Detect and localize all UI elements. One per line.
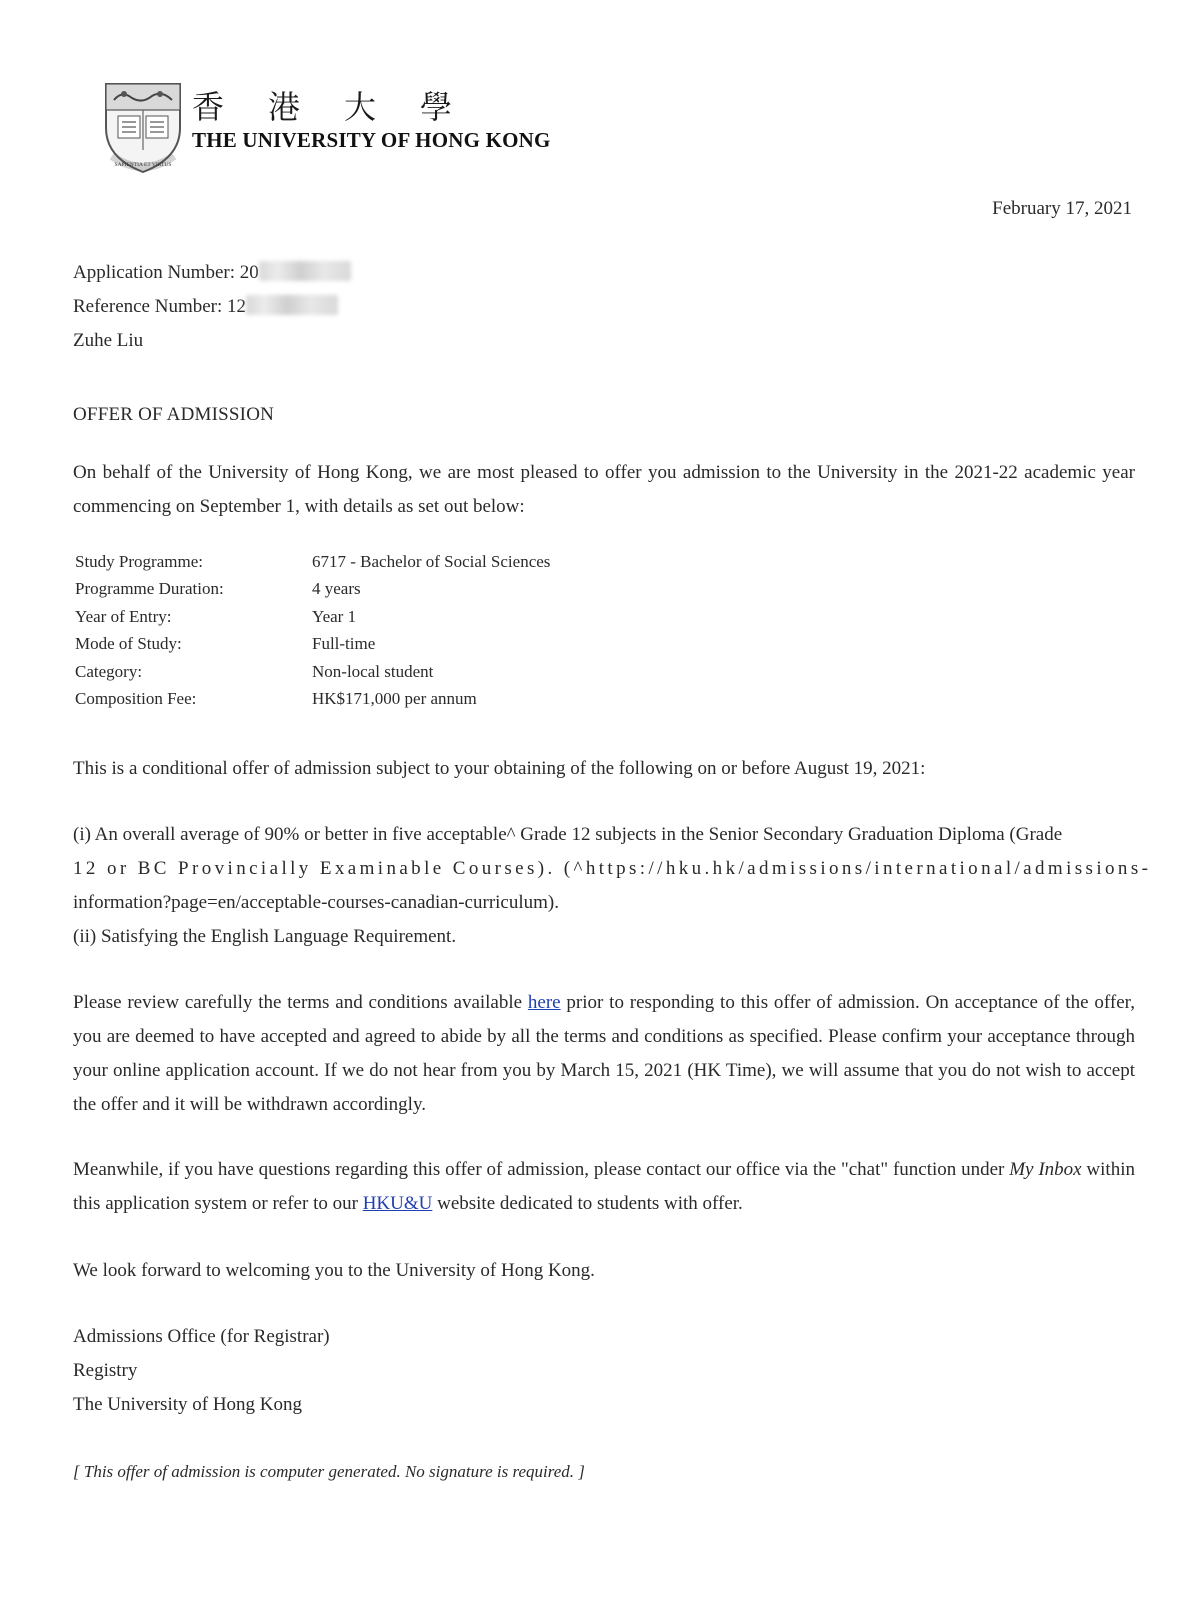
questions-paragraph: Meanwhile, if you have questions regarding this offer of admission, please contact our office via the "chat" function under My Inbox within this application system or refer to our HKU&U website dedicated to students with offer. bbox=[73, 1159, 1135, 1214]
letter-date: February 17, 2021 bbox=[992, 198, 1132, 219]
condition-1-line1: (i) An overall average of 90% or better in five acceptable^ Grade 12 subjects in the Senior Secondary Graduation Diploma (Grade bbox=[73, 824, 1063, 845]
signature-block bbox=[73, 1320, 1135, 1422]
detail-row: Study Programme: 6717 - Bachelor of Social Sciences bbox=[75, 551, 551, 571]
detail-row: Year of Entry: Year 1 bbox=[75, 606, 357, 626]
reference-number-visible: 12 bbox=[227, 296, 247, 317]
my-inbox-text: My Inbox bbox=[1009, 1159, 1082, 1180]
redacted-blur bbox=[259, 261, 351, 281]
svg-text:SAPIENTIA ET VIRTUS: SAPIENTIA ET VIRTUS bbox=[114, 162, 172, 168]
university-crest-logo bbox=[102, 80, 184, 176]
terms-here-link[interactable]: here bbox=[527, 992, 561, 1013]
letter-heading: OFFER OF ADMISSION bbox=[73, 404, 275, 425]
hku-u-link[interactable]: HKU&U bbox=[362, 1193, 433, 1214]
application-number-visible: 20 bbox=[239, 262, 259, 283]
condition-intro: This is a conditional offer of admission subject to your obtaining of the following on or before August 19, 2021: bbox=[73, 758, 926, 779]
conditions-list bbox=[73, 818, 1152, 954]
letterhead bbox=[102, 80, 551, 176]
closing-line: We look forward to welcoming you to the University of Hong Kong. bbox=[73, 1260, 595, 1281]
detail-row: Mode of Study: Full-time bbox=[75, 634, 376, 654]
application-number-line: Application Number: 20 bbox=[73, 256, 1135, 290]
english-university-name: THE UNIVERSITY OF HONG KONG bbox=[192, 128, 551, 152]
condition-2: (ii) Satisfying the English Language Requirement. bbox=[73, 926, 457, 947]
detail-row: Programme Duration: 4 years bbox=[75, 579, 361, 599]
redacted-blur bbox=[246, 295, 338, 315]
reference-number-line: Reference Number: 12 bbox=[73, 290, 1135, 324]
intro-paragraph: On behalf of the University of Hong Kong, we are most pleased to offer you admission to the University in the 2021-22 academic year commencing on September 1, with details as set out below: bbox=[73, 462, 1135, 517]
signature-line-3: The University of Hong Kong bbox=[73, 1394, 303, 1415]
computer-generated-note: [ This offer of admission is computer generated. No signature is required. ] bbox=[73, 1462, 585, 1481]
detail-row: Category: Non-local student bbox=[75, 661, 434, 681]
offer-details-table bbox=[75, 548, 550, 713]
recipient-name: Zuhe Liu bbox=[73, 330, 144, 351]
condition-1-line2: 12 or BC Provincially Examinable Courses). (^https://hku.hk/admissions/international/admissions- bbox=[73, 858, 1152, 879]
terms-paragraph: Please review carefully the terms and conditions available here prior to responding to this offer of admission. On acceptance of the offer, you are deemed to have accepted and agreed to abide by all the terms and conditions as specified. Please confirm your acceptance through your online application account. If we do not hear from you by March 15, 2021 (HK Time), we will assume that you do not wish to accept the offer and it will be withdrawn accordingly. bbox=[73, 992, 1135, 1115]
chinese-university-name: 香 港 大 學 bbox=[192, 89, 471, 125]
detail-row: Composition Fee: HK$171,000 per annum bbox=[75, 689, 477, 709]
signature-line-2: Registry bbox=[73, 1360, 138, 1381]
condition-1-line3: information?page=en/acceptable-courses-canadian-curriculum). bbox=[73, 892, 559, 913]
recipient-block bbox=[73, 256, 1135, 358]
signature-line-1: Admissions Office (for Registrar) bbox=[73, 1326, 330, 1347]
